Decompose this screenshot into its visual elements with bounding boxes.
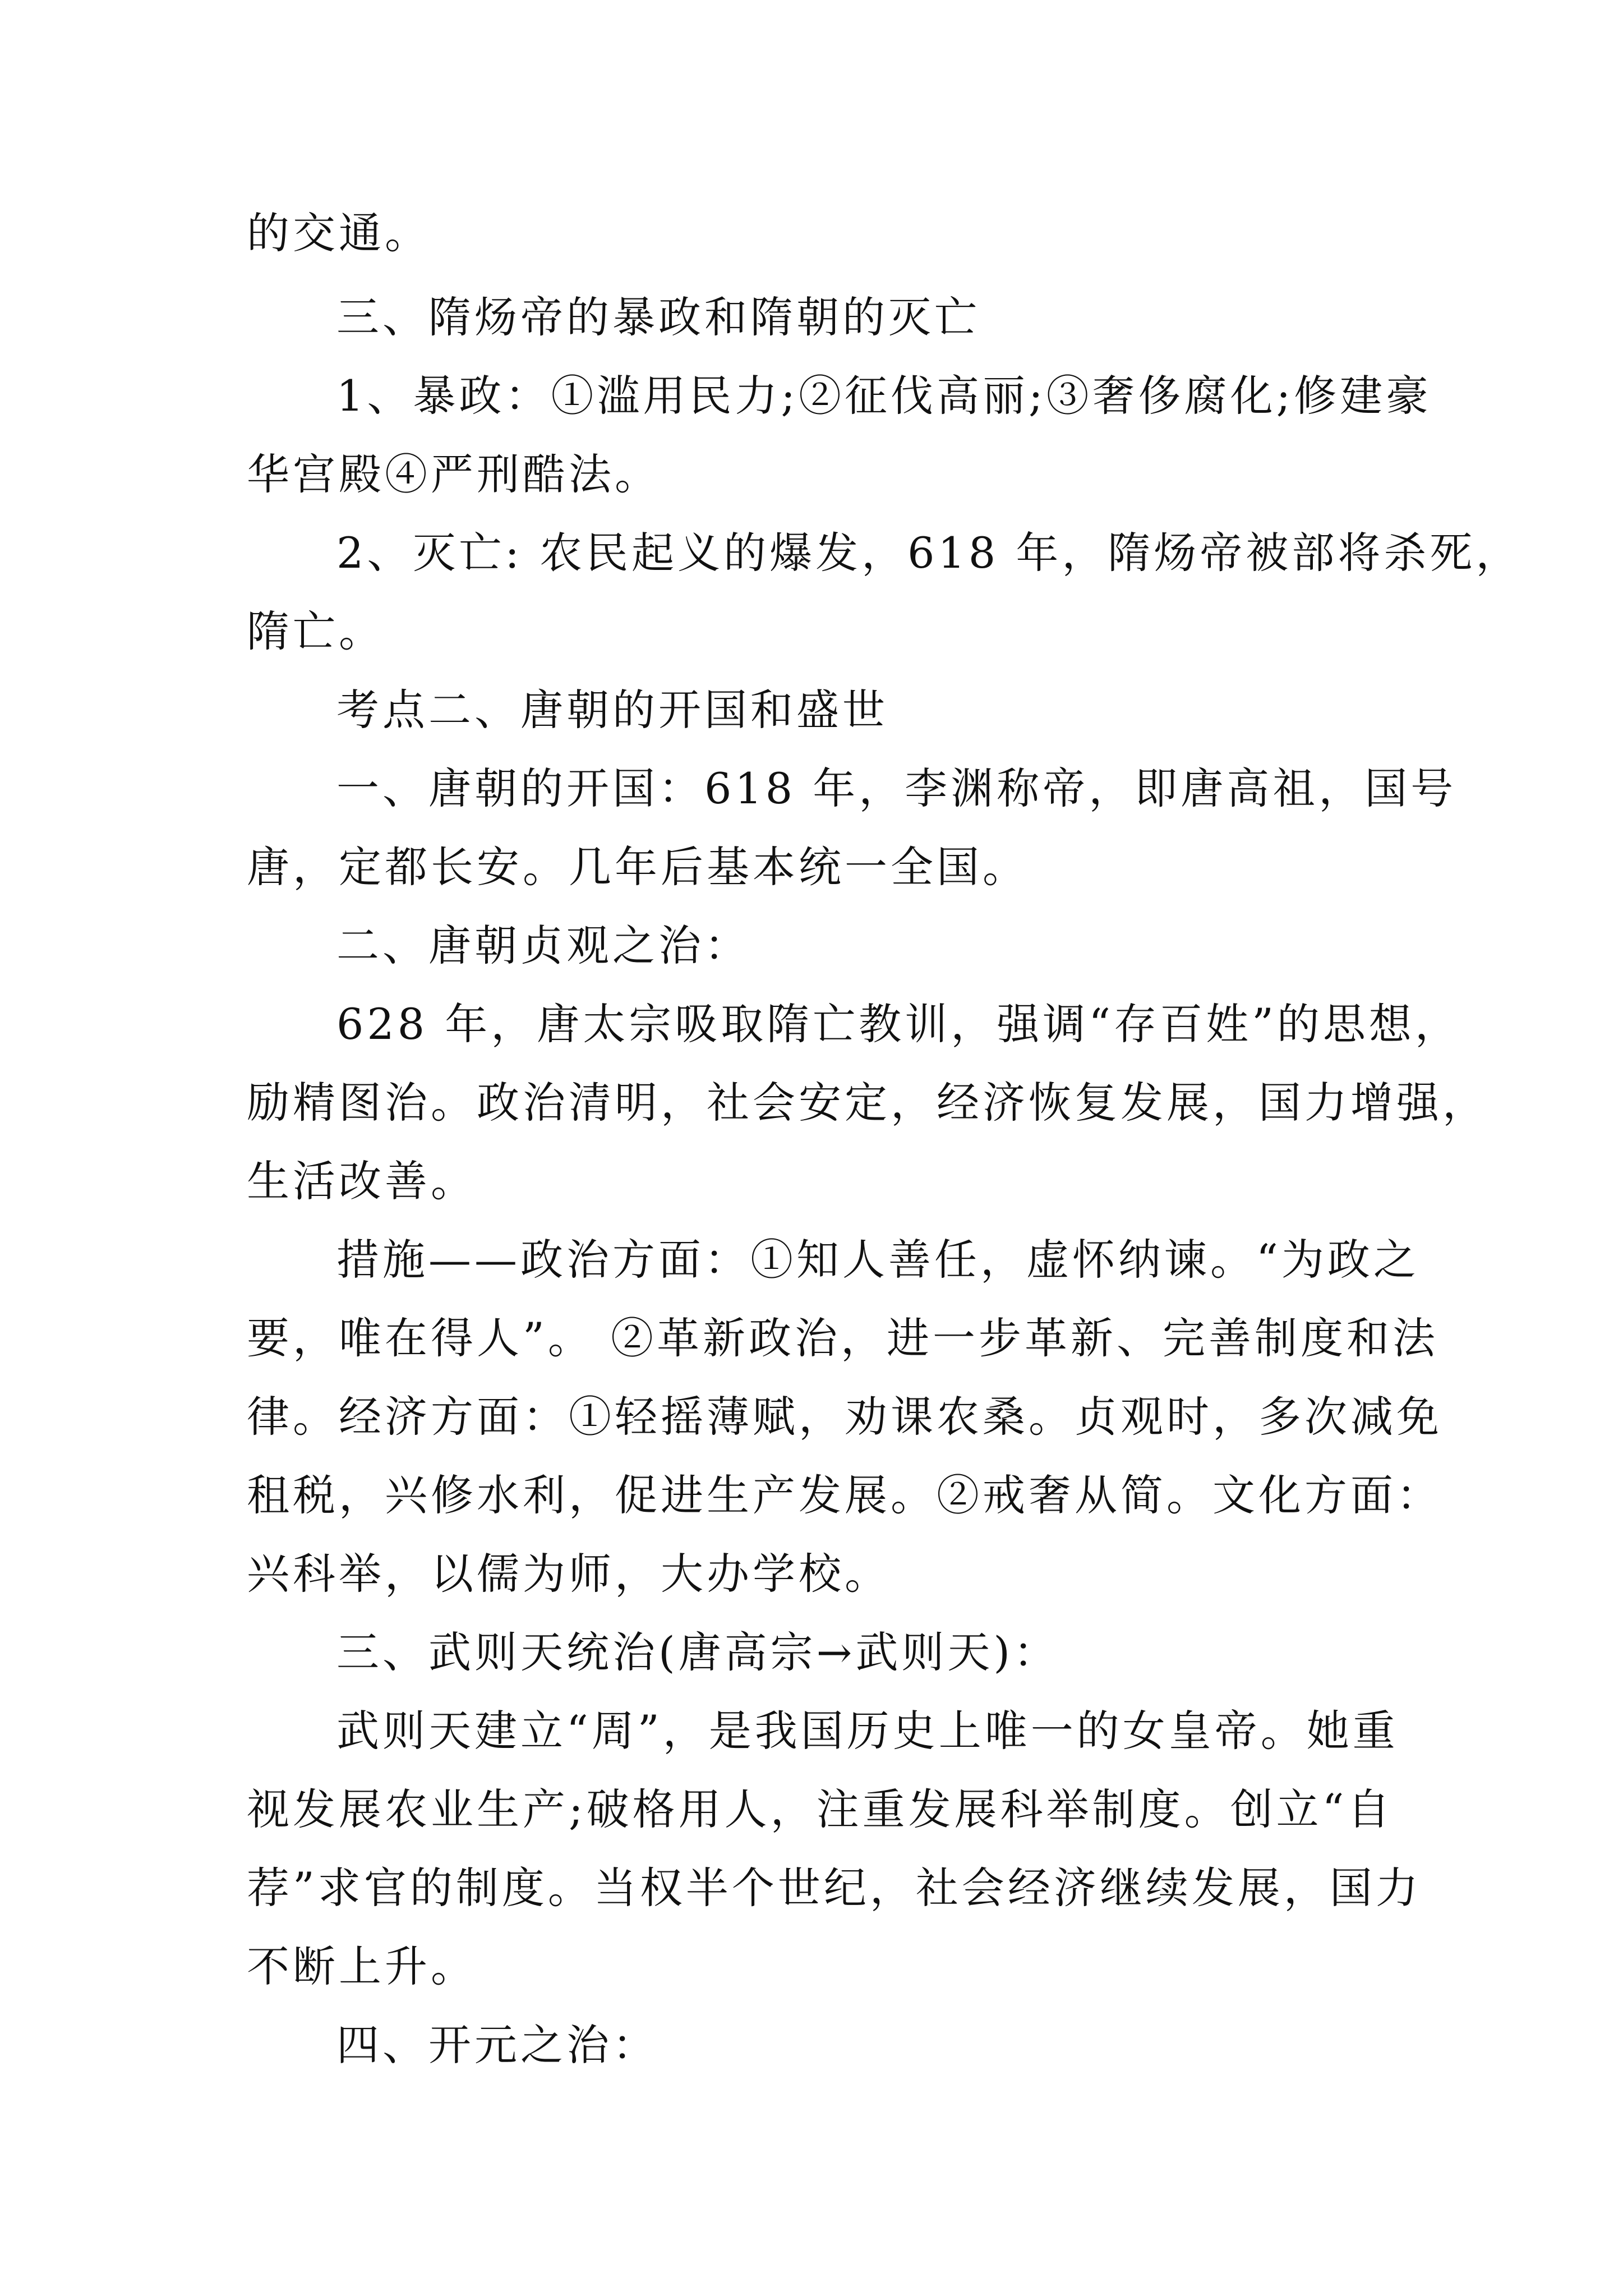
text-line: 要，唯在得人”。 ②革新政治，进一步革新、完善制度和法: [247, 1313, 1439, 1363]
section-heading: 考点二、唐朝的开国和盛世: [336, 685, 888, 735]
text-line: 励精图治。政治清明，社会安定，经济恢复发展，国力增强，: [247, 1078, 1488, 1128]
text-line: 措施——政治方面：①知人善任，虚怀纳谏。“为政之: [336, 1235, 1419, 1285]
section-heading: 二、唐朝贞观之治：: [336, 921, 750, 970]
text-line: 2、灭亡: 农民起义的爆发，618 年，隋炀帝被部将杀死，: [336, 528, 1522, 578]
text-line: 不断上升。: [247, 1941, 477, 1991]
text-line: 一、唐朝的开国：618 年，李渊称帝，即唐高祖，国号: [336, 763, 1457, 813]
text-line: 视发展农业生产;破格用人，注重发展科举制度。创立“自: [247, 1784, 1394, 1834]
text-line: 租税，兴修水利，促进生产发展。②戒奢从简。文化方面：: [247, 1470, 1442, 1520]
section-heading: 三、武则天统治(唐高宗→武则天)：: [336, 1627, 1059, 1677]
text-line: 1、暴政：①滥用民力;②征伐高丽;③奢侈腐化;修建豪: [336, 371, 1432, 421]
text-line: 律。经济方面：①轻摇薄赋，劝课农桑。贞观时，多次减免: [247, 1392, 1442, 1442]
text-line: 华宫殿④严刑酷法。: [247, 449, 661, 499]
text-line: 的交通。: [247, 208, 431, 258]
text-line: 628 年，唐太宗吸取隋亡教训，强调“存百姓”的思想，: [336, 999, 1461, 1049]
text-line: 荐”求官的制度。当权半个世纪，社会经济继续发展，国力: [247, 1863, 1422, 1913]
section-heading: 四、开元之治：: [336, 2020, 658, 2070]
text-line: 隋亡。: [247, 606, 385, 656]
text-line: 唐，定都长安。几年后基本统一全国。: [247, 842, 1029, 892]
text-line: 生活改善。: [247, 1156, 477, 1206]
section-heading: 三、隋炀帝的暴政和隋朝的灭亡: [336, 292, 980, 342]
text-line: 兴科举，以儒为师，大办学校。: [247, 1549, 891, 1599]
text-line: 武则天建立“周”，是我国历史上唯一的女皇帝。她重: [336, 1706, 1399, 1756]
